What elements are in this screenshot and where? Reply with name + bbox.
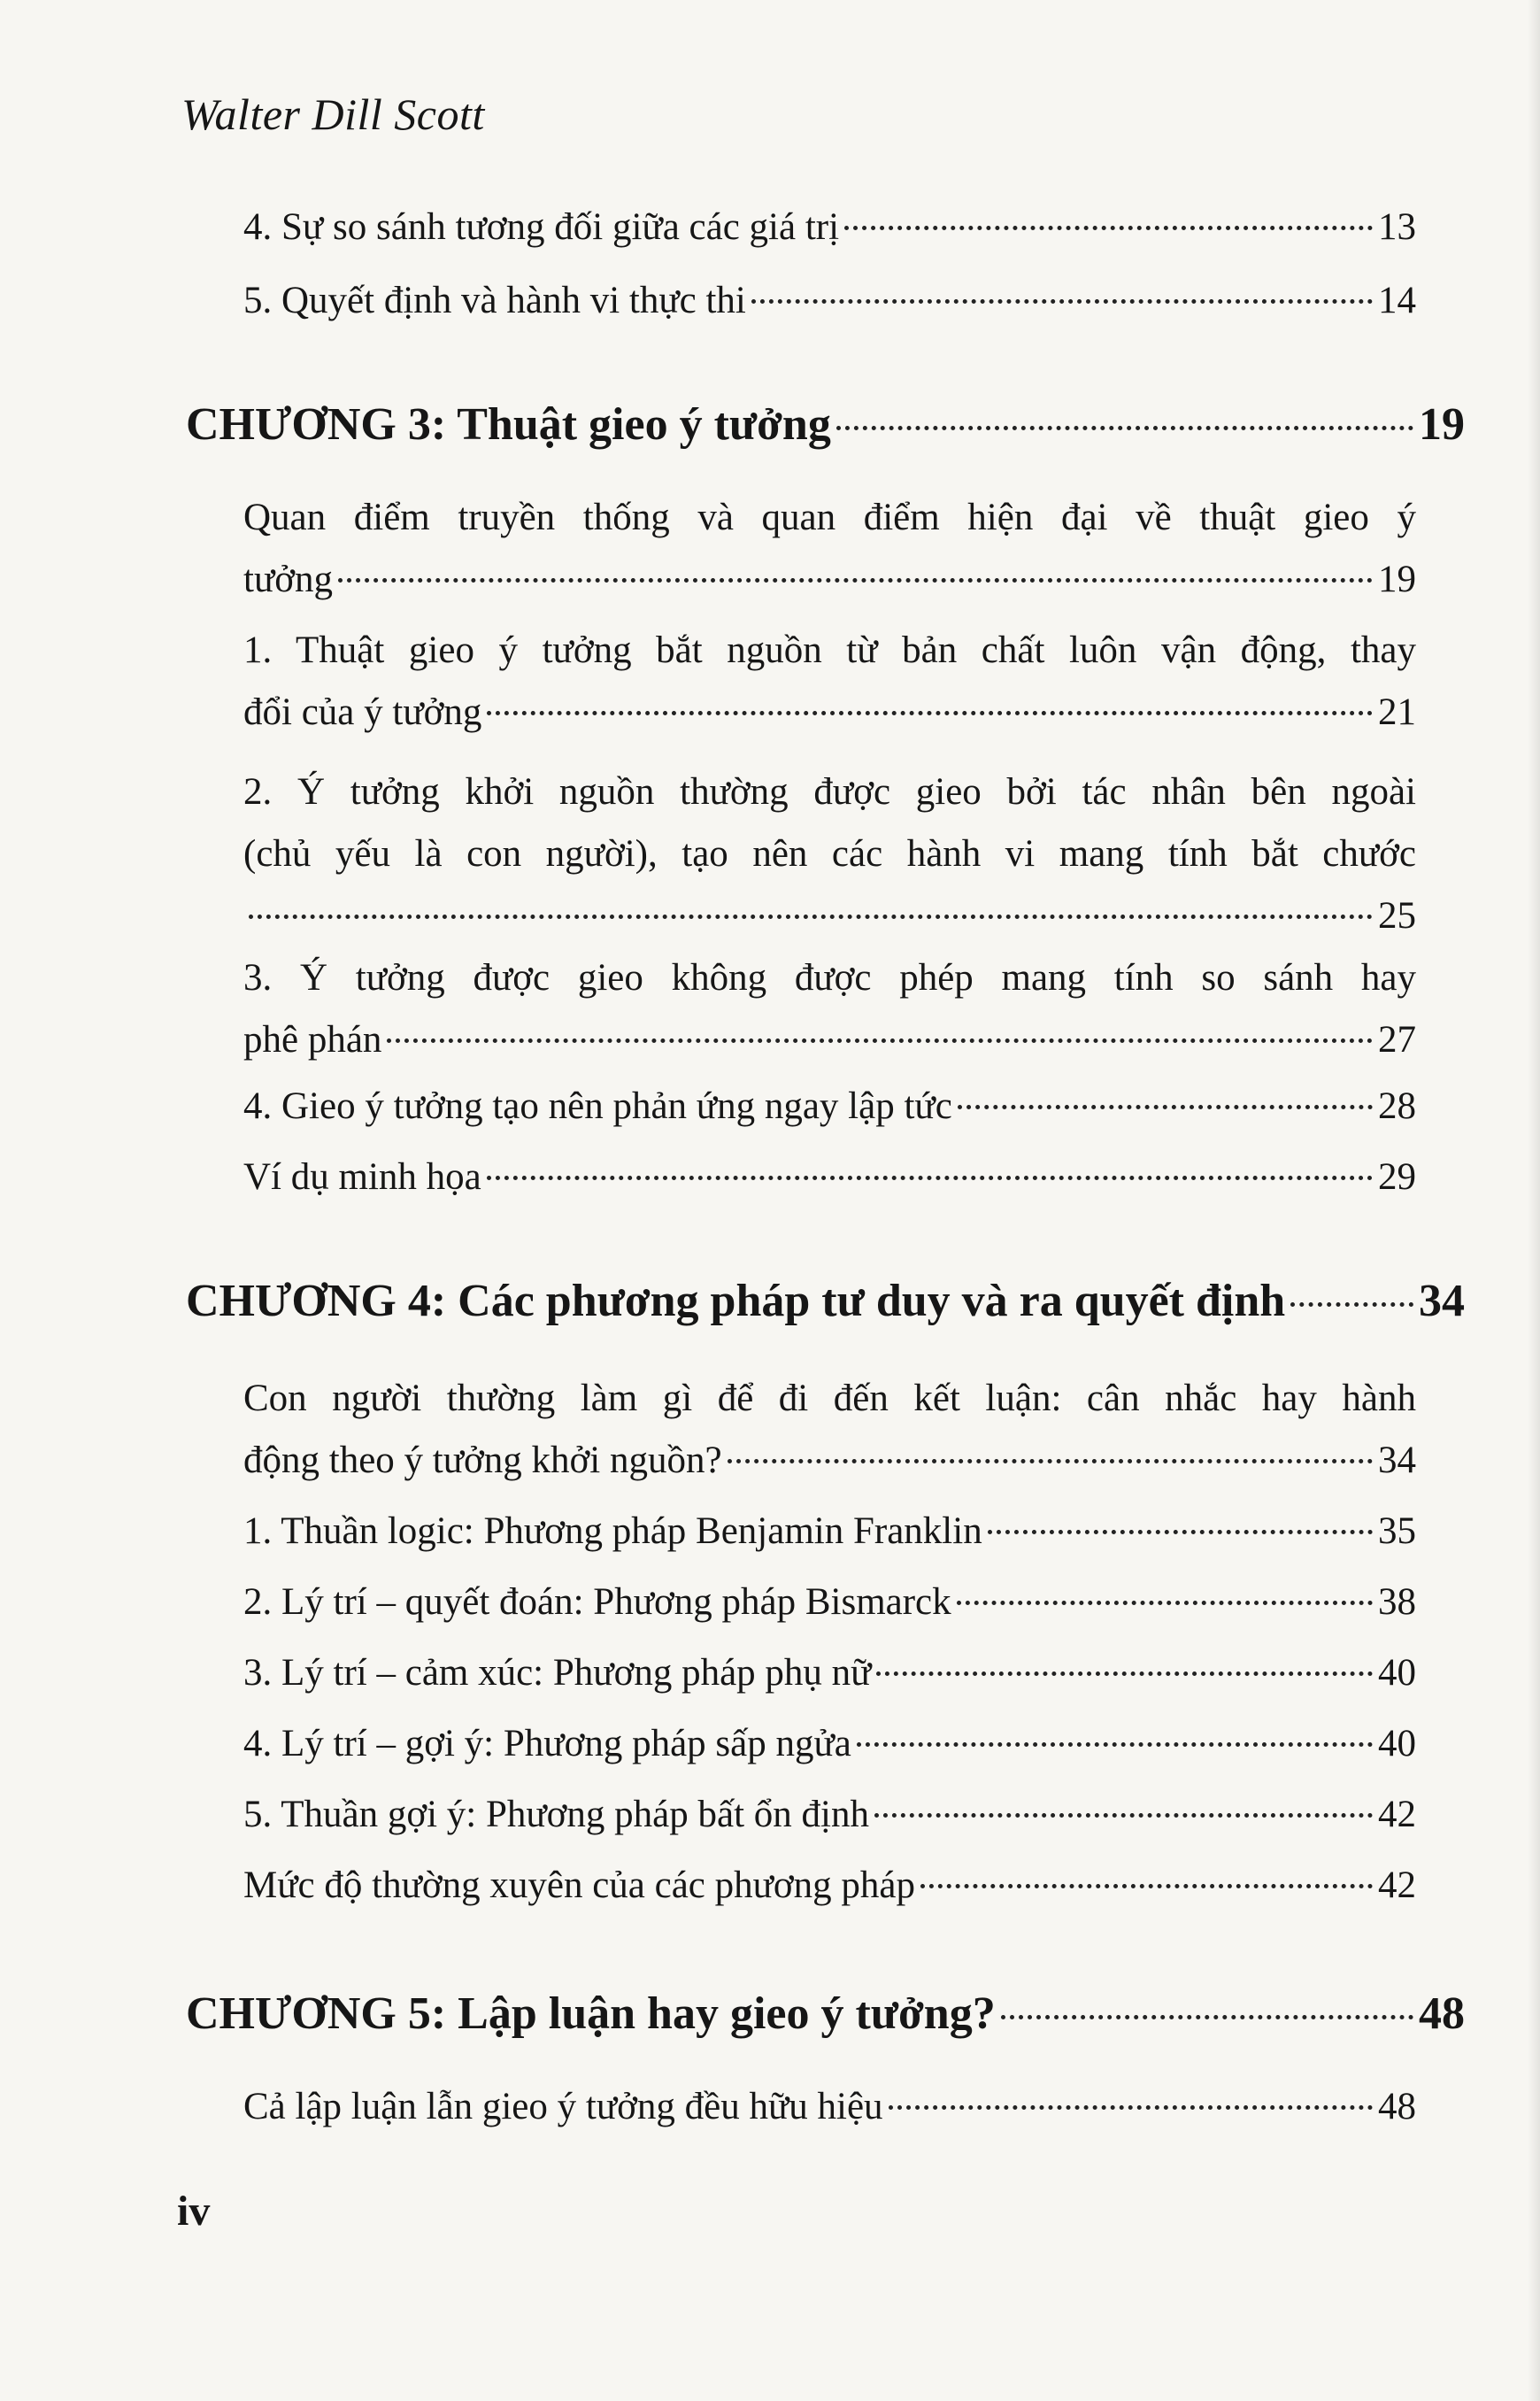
toc-page-number: 38 [1378, 1581, 1416, 1623]
toc-entry [243, 761, 1416, 947]
toc-entry-row [243, 1713, 1416, 1775]
toc-entry [243, 1571, 1416, 1633]
toc-entry-title: 4. Gieo ý tưởng tạo nên phản ứng ngay lập tức [243, 1085, 952, 1127]
toc-page-number: 48 [1378, 2086, 1416, 2127]
dot-leader [387, 1038, 1373, 1043]
running-head: Walter Dill Scott [181, 89, 485, 139]
toc-page-number: 48 [1419, 1988, 1465, 2039]
toc-entry-title: Cả lập luận lẫn gieo ý tưởng đều hữu hiệu [243, 2086, 883, 2127]
dot-leader [836, 426, 1413, 430]
toc-entry-title: 5. Quyết định và hành vi thực thi [243, 280, 746, 321]
toc-page-number: 14 [1378, 280, 1416, 321]
toc-page-number: 42 [1378, 1864, 1416, 1906]
dot-leader [338, 578, 1373, 583]
dot-leader [920, 1884, 1373, 1888]
toc-entry-title: động theo ý tưởng khởi nguồn? [243, 1440, 722, 1481]
toc-entry-row [243, 885, 1416, 947]
toc-entry-title: tưởng [243, 559, 333, 600]
dot-leader [958, 1105, 1373, 1109]
page-edge-shadow [1528, 0, 1540, 2401]
toc-entry-row [186, 390, 1465, 460]
toc-chapter-heading [186, 390, 1465, 460]
toc-entry-title: 4. Lý trí – gợi ý: Phương pháp sấp ngửa [243, 1723, 851, 1764]
dot-leader [728, 1459, 1373, 1463]
toc-entry-line: 2. Ý tưởng khởi nguồn thường được gieo bởi tác nhân bên ngoài [243, 771, 1416, 813]
dot-leader [844, 226, 1373, 230]
dot-leader [857, 1742, 1373, 1747]
toc-page-number: 40 [1378, 1723, 1416, 1764]
toc-entry [243, 270, 1416, 332]
toc-entry-row [243, 1501, 1416, 1563]
toc-entry-title: 3. Lý trí – cảm xúc: Phương pháp phụ nữ [243, 1652, 872, 1694]
toc-entry [243, 1501, 1416, 1563]
toc-entry [243, 1642, 1416, 1704]
toc-entry-row [243, 682, 1416, 744]
toc-entry-title: đổi của ý tưởng [243, 691, 482, 733]
toc-entry-row [243, 197, 1416, 259]
toc-page-number: 25 [1378, 895, 1416, 937]
toc-entry-row [243, 1571, 1416, 1633]
toc-entry-title: phê phán [243, 1019, 382, 1061]
toc-entry-title: CHƯƠNG 4: Các phương pháp tư duy và ra quyết định [186, 1276, 1286, 1326]
toc-entry-line: (chủ yếu là con người), tạo nên các hành vi mang tính bắt chước [243, 833, 1416, 875]
toc-page-number: 35 [1378, 1510, 1416, 1552]
toc-entry-row [243, 1009, 1416, 1071]
toc-page-number: 28 [1378, 1085, 1416, 1127]
toc-entry-line: Con người thường làm gì để đi đến kết luận: cân nhắc hay hành [243, 1378, 1416, 1419]
toc-entry-line: Quan điểm truyền thống và quan điểm hiện đại về thuật gieo ý [243, 497, 1416, 538]
dot-leader [957, 1601, 1373, 1605]
toc-entry-line: 1. Thuật gieo ý tưởng bắt nguồn từ bản chất luôn vận động, thay [243, 629, 1416, 671]
toc-entry-title: CHƯƠNG 3: Thuật gieo ý tưởng [186, 399, 831, 450]
dot-leader [874, 1813, 1373, 1818]
toc-page-number: 42 [1378, 1794, 1416, 1835]
toc-entry-title: 2. Lý trí – quyết đoán: Phương pháp Bismarck [243, 1581, 951, 1623]
toc-entry-row [243, 1784, 1416, 1846]
dot-leader [487, 1176, 1373, 1180]
toc-page-number: 34 [1419, 1276, 1465, 1326]
toc-entry [243, 487, 1416, 611]
dot-leader [249, 915, 1373, 919]
toc-entry-title: CHƯƠNG 5: Lập luận hay gieo ý tưởng? [186, 1988, 996, 2039]
dot-leader [487, 711, 1373, 715]
toc-entry [243, 1146, 1416, 1208]
toc-entry [243, 1076, 1416, 1138]
dot-leader [988, 1530, 1373, 1534]
toc-entry [243, 1855, 1416, 1917]
toc-page-number: 27 [1378, 1019, 1416, 1061]
toc-chapter-heading [186, 1979, 1465, 2050]
dot-leader [889, 2105, 1373, 2110]
toc-page-number: 40 [1378, 1652, 1416, 1694]
toc-entry-row [243, 1430, 1416, 1492]
dot-leader [1290, 1302, 1413, 1307]
page-number: iv [177, 2188, 211, 2235]
toc-entry-row [243, 549, 1416, 611]
toc-entry-row [243, 1642, 1416, 1704]
toc-page-number: 13 [1378, 206, 1416, 248]
toc-page-number: 29 [1378, 1156, 1416, 1198]
dot-leader [751, 299, 1373, 304]
toc-entry-row [186, 1979, 1465, 2050]
toc-entry [243, 2076, 1416, 2138]
toc-entry [243, 1368, 1416, 1492]
dot-leader [876, 1671, 1373, 1676]
toc-entry-title: Ví dụ minh họa [243, 1156, 481, 1198]
toc-page-number: 19 [1419, 399, 1465, 450]
toc-entry [243, 620, 1416, 744]
toc-entry-title: 5. Thuần gợi ý: Phương pháp bất ổn định [243, 1794, 869, 1835]
toc-entry-row [243, 1146, 1416, 1208]
toc-entry-row [243, 270, 1416, 332]
toc-entry [243, 947, 1416, 1071]
toc-entry [243, 1784, 1416, 1846]
toc-entry-title: 1. Thuần logic: Phương pháp Benjamin Franklin [243, 1510, 982, 1552]
toc-entry-title: 4. Sự so sánh tương đối giữa các giá trị [243, 206, 840, 248]
toc-entry-row [243, 1855, 1416, 1917]
toc-page-number: 19 [1378, 559, 1416, 600]
toc-entry-title: Mức độ thường xuyên của các phương pháp [243, 1864, 916, 1906]
toc-chapter-heading [186, 1266, 1465, 1337]
toc-entry-row [186, 1266, 1465, 1337]
toc-entry-line: 3. Ý tưởng được gieo không được phép mang tính so sánh hay [243, 957, 1416, 999]
toc-page-number: 34 [1378, 1440, 1416, 1481]
toc-entry-row [243, 1076, 1416, 1138]
toc-entry-row [243, 2076, 1416, 2138]
toc-page-number: 21 [1378, 691, 1416, 733]
dot-leader [1001, 2015, 1413, 2019]
toc-entry [243, 1713, 1416, 1775]
toc-entry [243, 197, 1416, 259]
